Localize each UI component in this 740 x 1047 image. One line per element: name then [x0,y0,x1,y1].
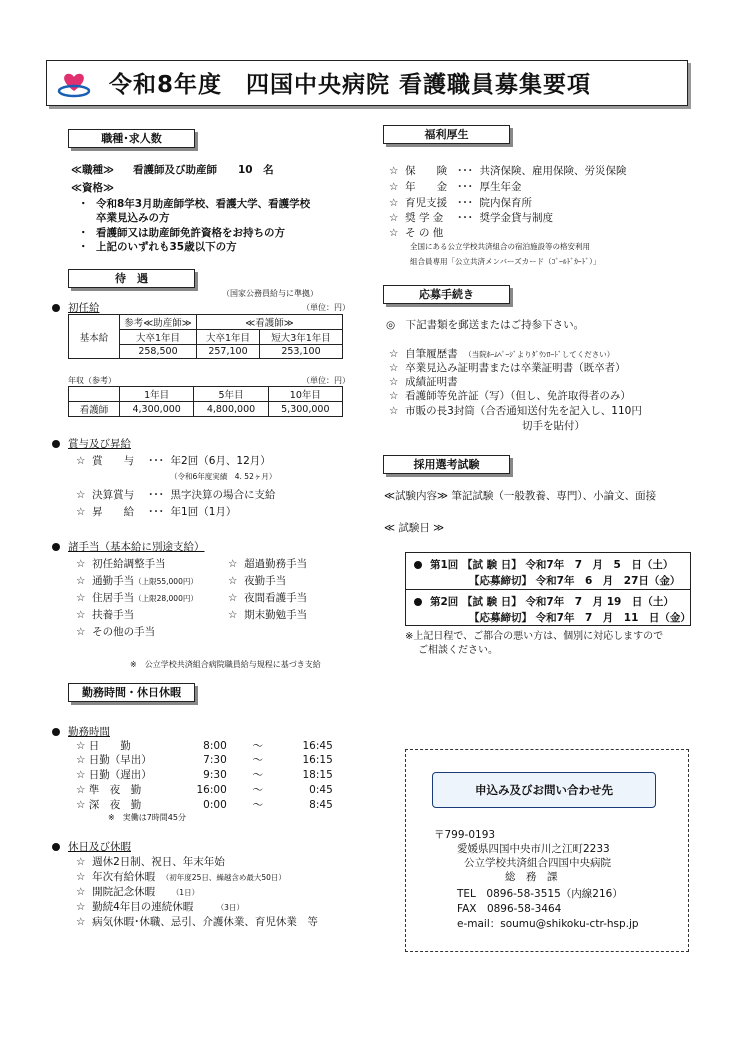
allowance-left: ☆ その他の手当 [76,626,156,638]
col-header: 1年目 [120,387,194,402]
contact-tel: TEL 0896-58-3515（内線216） [457,888,623,900]
holiday-heading: 休日及び休暇 [52,839,131,854]
hours-row: ☆ 深 夜 勤 0:00 ～ 8:45 [76,799,333,811]
hours-row: ☆ 準 夜 勤 16:00 ～ 0:45 [76,784,333,796]
welfare-other: 組合員専用「公立共済メンバーズカード（ｺﾞｰﾙﾄﾞｶｰﾄﾞ）」 [410,257,601,266]
allowance-right: ☆ 夜間看護手当 [228,592,308,604]
exam-note: ご相談ください。 [418,645,498,656]
allowance-heading: 諸手当（基本給に別途支給） [52,539,205,554]
cell: 4,300,000 [120,402,194,417]
col-header: 短大3年1年目 [260,330,343,345]
annual-unit: （単位：円） [302,376,350,385]
col-header: 10年目 [268,387,342,402]
section-welfare: 福利厚生 [383,125,510,144]
contact-email[interactable]: e-mail：soumu@shikoku-ctr-hsp.jp [457,918,639,930]
contact-dept: 総 務 課 [505,871,558,883]
contact-org: 公立学校共済組合四国中央病院 [464,857,611,869]
application-doc: ☆ 成績証明書 [389,376,458,388]
bonus-row: ☆ 昇 給 ･･･ 年1回（1月） [76,506,237,518]
bullet-icon [414,598,422,606]
bullet-dot: ・ [78,241,89,253]
cell: 258,500 [120,345,197,359]
cell: 5,300,000 [268,402,342,417]
welfare-other: 全国にある公立学校共済組合の宿泊施設等の格安利用 [410,242,590,251]
bullet-icon [52,728,60,736]
application-doc: ☆ 看護師等免許証（写）（但し、免許取得者のみ） [389,390,631,402]
bullet-icon [414,561,422,569]
contact-fax: FAX 0896-58-3464 [457,903,562,915]
annual-label: 年収（参考） [68,376,116,385]
annual-table [68,386,343,417]
basis-note: （国家公務員給与に準拠） [222,289,318,298]
heart-logo-icon [57,67,91,99]
allowance-left: ☆ 扶養手当 [76,609,135,621]
application-intro: ◎ 下記書類を郵送またはご持参下さい。 [386,319,585,331]
hours-row: ☆ 日勤（早出） 7:30 ～ 16:15 [76,754,333,766]
holiday-row: ☆ 週休2日制、祝日、年末年始 [76,856,225,868]
holiday-row: ☆ 年次有給休暇 （初年度25日、繰越含め最大50日） [76,871,286,883]
hours-row: ☆ 日勤（遅出） 9:30 ～ 18:15 [76,769,333,781]
section-job: 職種･求人数 [68,129,195,148]
allowance-right: ☆ 夜勤手当 [228,575,287,587]
bonus-row: ☆ 決算賞与 ･･･ 黒字決算の場合に支給 [76,489,276,501]
contact-title: 申込み及びお問い合わせ先 [432,772,656,808]
job-type-label: ≪職種≫ [71,164,114,176]
application-doc: ☆ 市販の長3封筒（合否通知送付先を記入し、110円 [389,405,642,417]
group-header: 参考≪助産師≫ [120,315,197,330]
qualification: 令和8年3月助産師学校、看護大学、看護学校 [96,198,311,210]
cell: 4,800,000 [194,402,268,417]
contact-postal: 〒799-0193 [434,829,496,841]
row-label: 看護師 [69,402,120,417]
salary-table [68,314,343,359]
bonus-heading: 賞与及び昇給 [52,436,131,451]
row-label: 基本給 [69,315,120,359]
col-header: 大卒1年目 [197,330,260,345]
col-header: 大卒1年目 [120,330,197,345]
section-hours: 勤務時間・休日休暇 [68,683,195,702]
allowance-left: ☆ 住居手当（上限28,000円） [76,592,198,604]
title-banner [46,60,688,106]
page-title: 令和8年度 四国中央病院 看護職員募集要項 [109,72,592,98]
bullet-icon [52,543,60,551]
allowance-left: ☆ 初任給調整手当 [76,558,166,570]
group-header: ≪看護師≫ [197,315,343,330]
bonus-row: ☆ 賞 与 ･･･ 年2回（6月、12月） [76,455,271,467]
exam-date-label: ≪ 試験日 ≫ [384,522,445,534]
application-doc: ☆ 自筆履歴書 （当院ﾎｰﾑﾍﾟｰｼﾞよりﾀﾞｳﾝﾛｰﾄﾞしてください） [389,348,615,360]
holiday-row: ☆ 開院記念休暇 （1日） [76,886,200,898]
qualification: 看護師又は助産師免許資格をお持ちの方 [96,227,285,239]
exam-schedule [405,552,691,626]
hours-row: ☆ 日 勤 8:00 ～ 16:45 [76,740,333,752]
bullet-icon [52,843,60,851]
bullet-icon [52,440,60,448]
cell: 257,100 [197,345,260,359]
application-doc-cont: 切手を貼付） [522,420,585,432]
allowance-right: ☆ 超過勤務手当 [228,558,308,570]
welfare-row: ☆ 育児支援 ･･･ 院内保育所 [389,197,533,209]
job-type-value: 看護師及び助産師 10 名 [133,164,274,176]
bullet-dot: ・ [78,198,89,210]
hours-note: ※ 実働は7時間45分 [108,813,186,822]
allowance-left: ☆ 通勤手当（上限55,000円） [76,575,198,587]
allowance-right: ☆ 期末勤勉手当 [228,609,308,621]
exam-content: ≪試験内容≫ 筆記試験（一般教養、専門）、小論文、面接 [384,490,657,502]
schedule-round: 第2回 【試 験 日】 令和7年 7 月 19 日（土） 【応募締切】 令和7年 7 月 11 日（金） [406,589,690,626]
col-header: 5年目 [194,387,268,402]
holiday-row: ☆ 病気休暇･休職、忌引、介護休業、育児休業 等 [76,916,318,928]
bullet-dot: ・ [78,227,89,239]
welfare-row: ☆ 奨 学 金 ･･･ 奨学金貸与制度 [389,212,554,224]
section-application: 応募手続き [383,285,510,304]
welfare-row: ☆ 年 金 ･･･ 厚生年金 [389,181,522,193]
schedule-round: 第1回 【試 験 日】 令和7年 7 月 5 日（土） 【応募締切】 令和7年 6 月 27日（金） [406,553,690,589]
qualification: 卒業見込みの方 [96,212,170,224]
contact-address: 愛媛県四国中央市川之江町2233 [457,843,610,855]
bonus-note: （令和6年度実績 4. 52ヶ月） [170,472,277,481]
holiday-row: ☆ 勤続4年目の連続休暇 （3日） [76,901,244,913]
allowance-note: ※ 公立学校共済組合病院職員給与規程に基づき支給 [130,660,321,669]
cell: 253,100 [260,345,343,359]
exam-note: ※上記日程で、ご都合の悪い方は、個別に対応しますので [405,631,664,642]
qual-label: ≪資格≫ [71,182,114,194]
qualification: 上記のいずれも35歳以下の方 [96,241,237,253]
section-exam: 採用選考試験 [383,455,510,474]
hours-heading: 勤務時間 [52,724,110,739]
contact-box [405,749,689,952]
application-doc: ☆ 卒業見込み証明書または卒業証明書（既卒者） [389,362,626,374]
welfare-row: ☆ 保 険 ･･･ 共済保険、雇用保険、労災保険 [389,165,627,177]
section-treatment: 待 遇 [68,269,195,288]
bullet-icon [52,304,60,312]
salary-unit: （単位：円） [302,303,350,312]
salary-heading: 初任給 [52,300,100,315]
welfare-row: ☆ そ の 他 [389,227,444,239]
